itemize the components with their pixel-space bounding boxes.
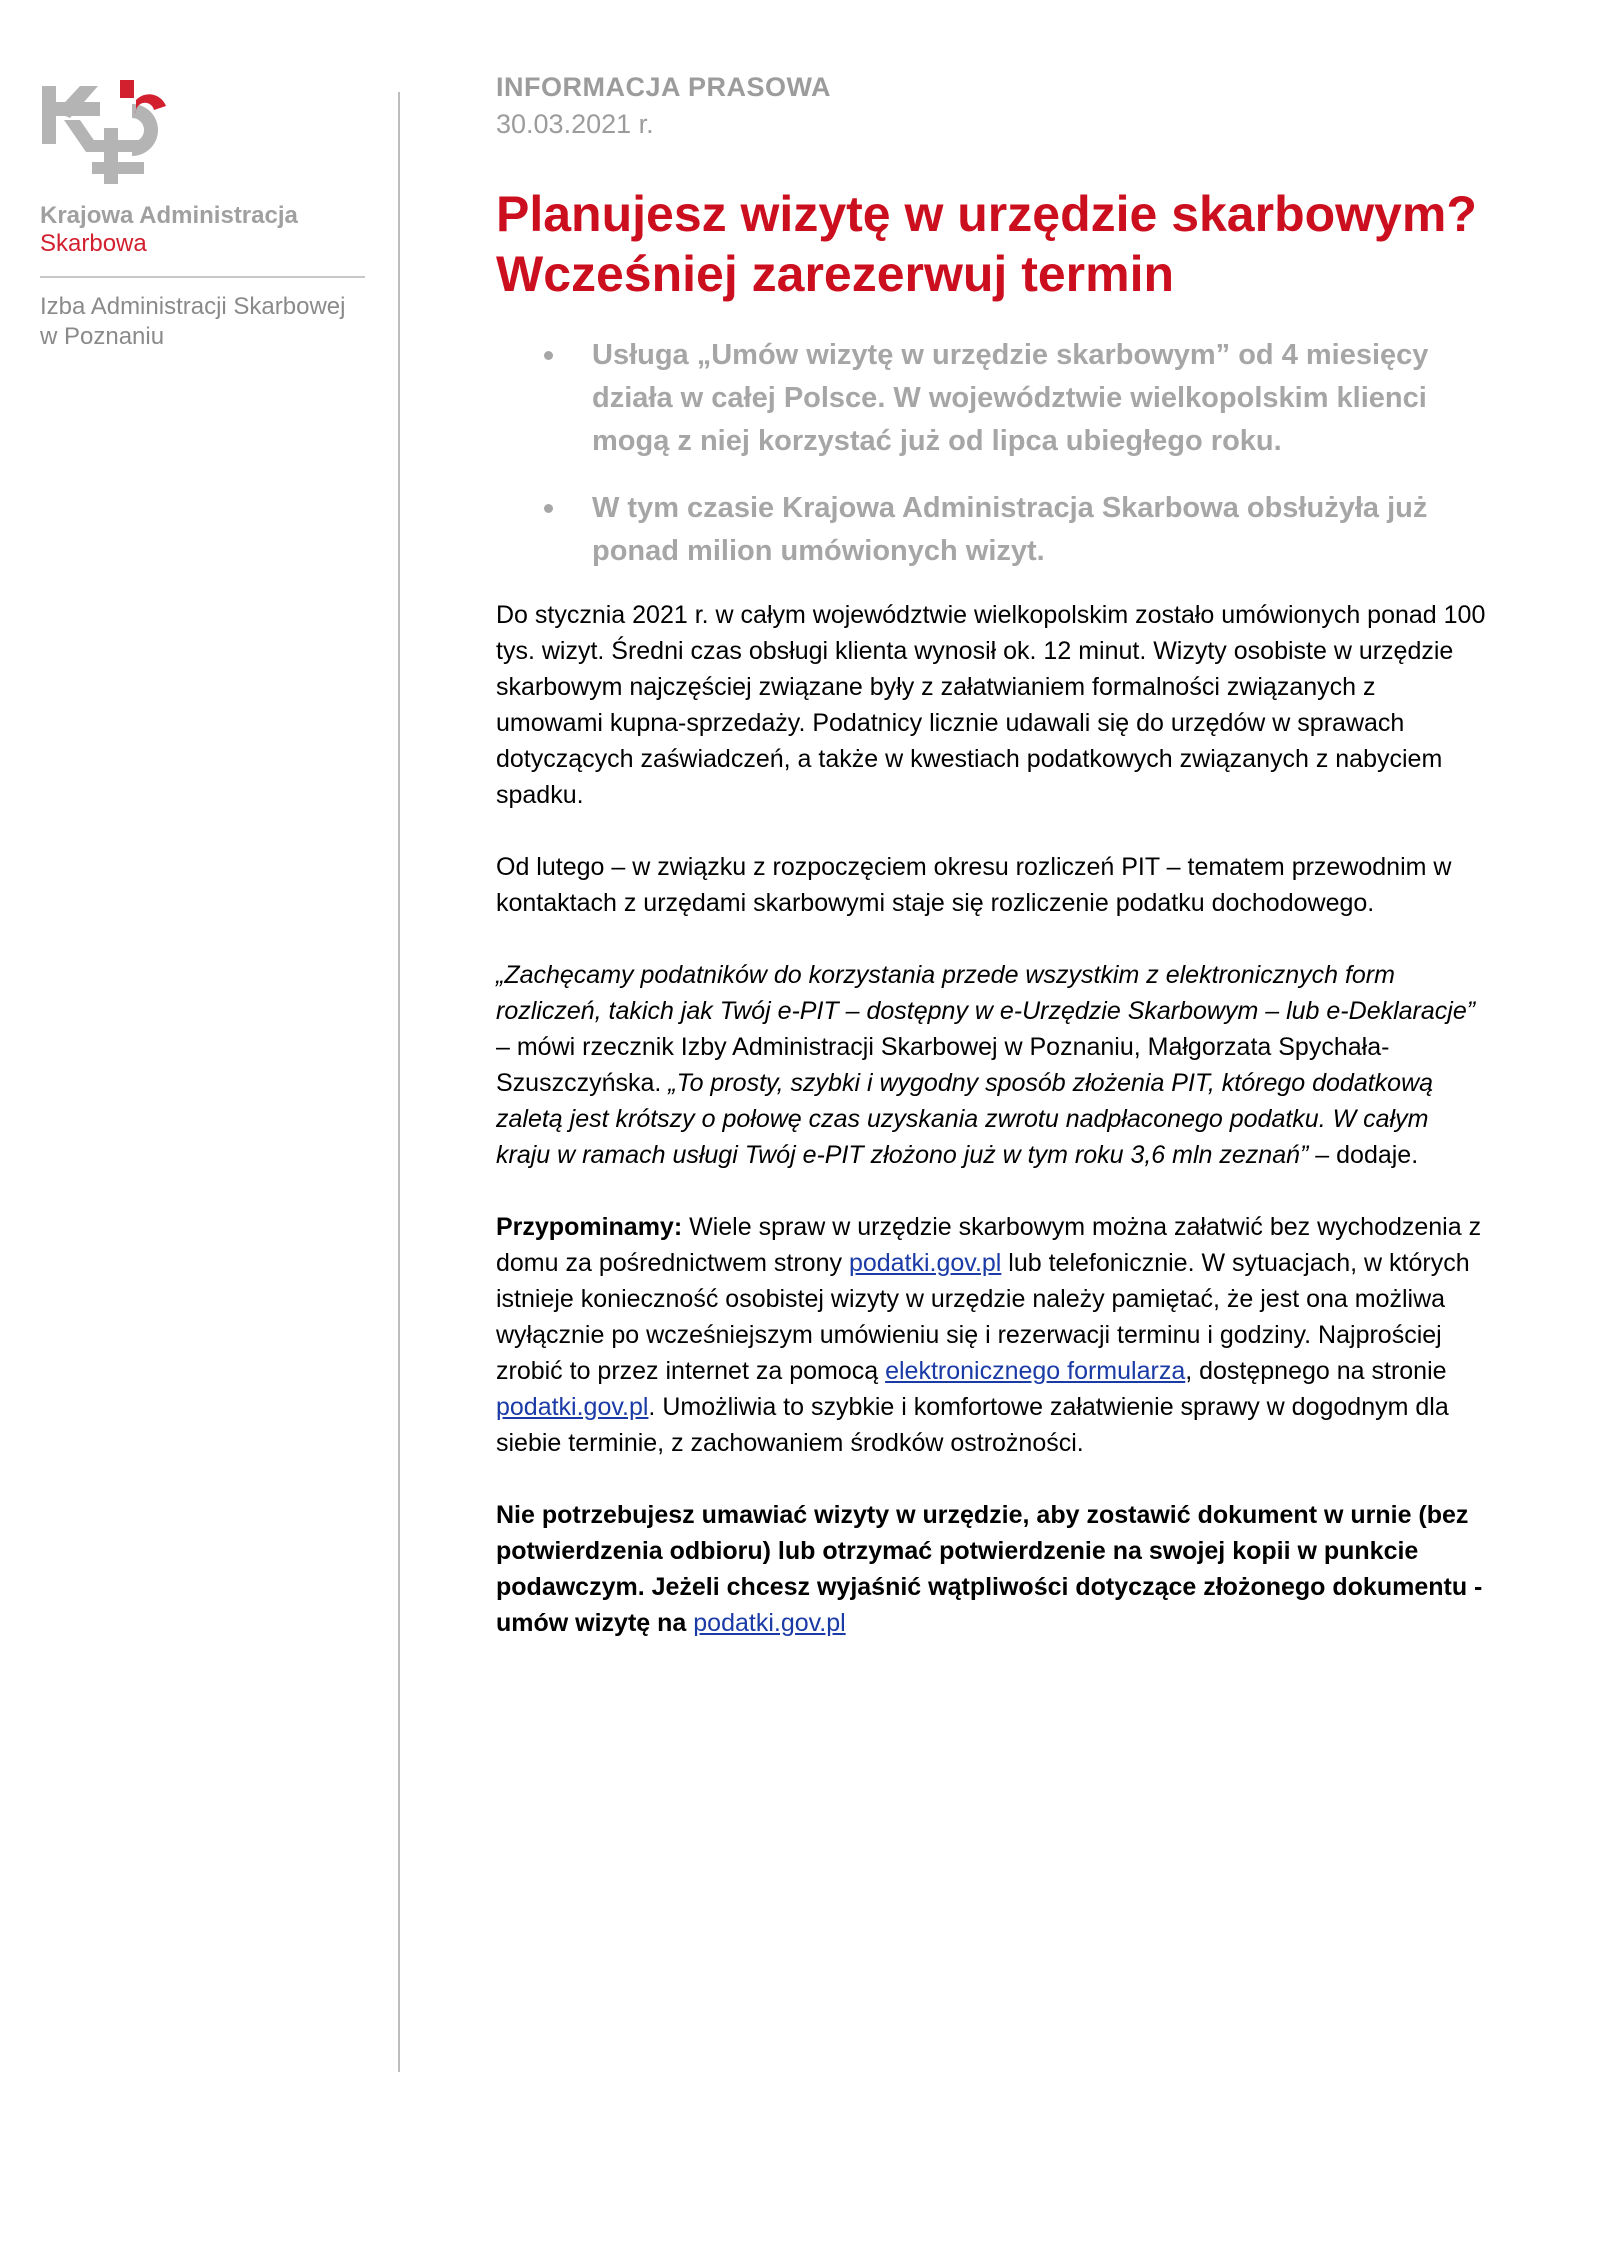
chamber-line2: w Poznaniu bbox=[40, 323, 165, 350]
paragraph-3-quote bbox=[496, 957, 1486, 1173]
org-name-line1: Krajowa Administracja bbox=[40, 202, 298, 229]
paragraph-4-reminder: Przypominamy: Wiele spraw w urzędzie skarbowym można załatwić bez wychodzenia z domu za pośrednictwem strony podatki.gov.pl lub telefonicznie. W sytuacjach, w których istnieje konieczność osobistej wizyty w urzędzie należy pamiętać, że jest ona możliwa wyłącznie po wcześniejszym umówieniu się i rezerwacji terminu i godziny. Najprościej zrobić to przez internet za pomocą elektronicznego formularza, dostępnego na stronie podatki.gov.pl. Umożliwia to szybkie i komfortowe załatwienie sprawy w dogodnym dla siebie terminie, z zachowaniem środków ostrożności. bbox=[496, 1213, 1482, 1457]
vertical-divider bbox=[398, 92, 400, 2072]
podatki-link[interactable]: podatki.gov.pl bbox=[848, 1249, 1002, 1277]
sidebar bbox=[40, 80, 370, 352]
page-title: Planujesz wizytę w urzędzie skarbowym? Wcześniej zarezerwuj termin bbox=[496, 186, 1477, 302]
podatki-link[interactable]: podatki.gov.pl bbox=[496, 1393, 649, 1421]
bullet-dot-icon bbox=[544, 351, 553, 360]
sidebar-divider bbox=[40, 276, 365, 278]
kas-logo bbox=[40, 80, 180, 190]
quote-ending: – dodaje. bbox=[1308, 1141, 1419, 1169]
chamber-name bbox=[40, 292, 370, 352]
org-name-line2: Skarbowa bbox=[40, 230, 147, 257]
quote-attribution: – mówi rzecznik Izby Administracji Skarbowej w Poznaniu, Małgorzata Spychała-Szuszczyńska. bbox=[496, 1033, 1390, 1097]
reminder-lead: Przypominamy: bbox=[496, 1213, 683, 1241]
spokesperson-quote-2: „To prosty, szybki i wygodny sposób złożenia PIT, którego dodatkową zaletą jest krótszy o połowę czas uzyskania zwrotu nadpłaconego podatku. W całym kraju w ramach usługi Twój e-PIT złożono już w tym roku 3,6 mln zeznań” bbox=[496, 1069, 1434, 1169]
press-release-label: INFORMACJA PRASOWA bbox=[496, 72, 832, 102]
org-name bbox=[40, 202, 370, 258]
paragraph-5-notice: Nie potrzebujesz umawiać wizyty w urzędzie, aby zostawić dokument w urnie (bez potwierdzenia odbioru) lub otrzymać potwierdzenie na swojej kopii w punkcie podawczym. Jeżeli chcesz wyjaśnić wątpliwości dotyczące złożonego dokumentu - umów wizytę na podatki.gov.pl bbox=[496, 1501, 1483, 1637]
bullet-dot-icon bbox=[544, 504, 553, 513]
paragraph-1: Do stycznia 2021 r. w całym województwie wielkopolskim zostało umówionych ponad 100 tys. wizyt. Średni czas obsługi klienta wynosił ok. 12 minut. Wizyty osobiste w urzędzie skarbowym najczęściej związane były z załatwianiem formalności związanych z umowami kupna-sprzedaży. Podatnicy licznie udawali się do urzędów w sprawach dotyczących zaświadczeń, a także w kwestiach podatkowych związanych z nabyciem spadku. bbox=[496, 601, 1486, 809]
lead-bullets bbox=[496, 334, 1496, 573]
spokesperson-quote-1: „Zachęcamy podatników do korzystania przede wszystkim z elektronicznych form rozliczeń, takich jak Twój e-PIT – dostępny w e-Urzędzie Skarbowym – lub e-Deklaracje” bbox=[496, 961, 1476, 1025]
electronic-form-link[interactable]: elektronicznego formularza bbox=[885, 1357, 1186, 1385]
main-content bbox=[496, 72, 1496, 1677]
bullet-item: W tym czasie Krajowa Administracja Skarbowa obsłużyła już ponad milion umówionych wizyt. bbox=[592, 487, 1492, 573]
release-date: 30.03.2021 r. bbox=[496, 109, 654, 139]
paragraph-2: Od lutego – w związku z rozpoczęciem okresu rozliczeń PIT – tematem przewodnim w kontaktach z urzędami skarbowymi staje się rozliczenie podatku dochodowego. bbox=[496, 853, 1452, 917]
bullet-item: Usługa „Umów wizytę w urzędzie skarbowym” od 4 miesięcy działa w całej Polsce. W województwie wielkopolskim klienci mogą z niej korzystać już od lipca ubiegłego roku. bbox=[592, 334, 1492, 463]
podatki-link[interactable]: podatki.gov.pl bbox=[693, 1609, 846, 1637]
chamber-line1: Izba Administracji Skarbowej bbox=[40, 293, 346, 320]
